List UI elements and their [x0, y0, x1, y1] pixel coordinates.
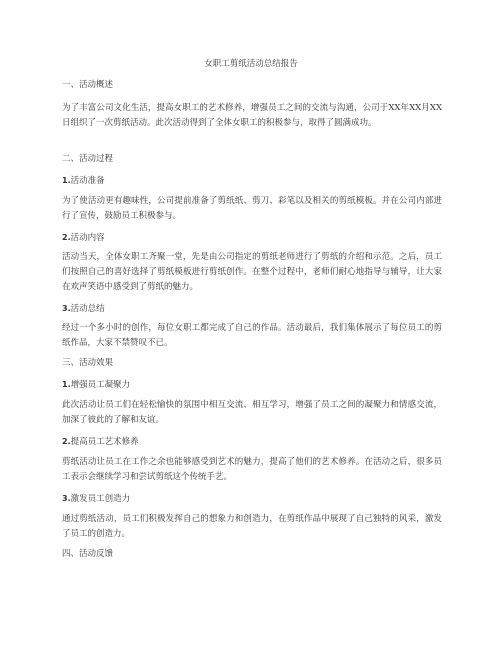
subheading-art-cultivation: [62, 434, 442, 450]
subheading-text: 增强员工凝聚力: [70, 380, 131, 390]
subheading-preparation: [62, 173, 442, 189]
section-heading-overview: 一、活动概述: [62, 80, 114, 90]
subheading-number: 2.: [62, 233, 71, 242]
subheading-number: 1.: [62, 380, 71, 389]
section-heading-process: 二、活动过程: [62, 154, 114, 164]
section-heading-effects: 三、活动效果: [62, 358, 114, 368]
subheading-number: 2.: [62, 437, 71, 446]
paragraph-content: 活动当天，全体女职工齐聚一堂，先是由公司指定的剪纸老师进行了剪纸的介绍和示范。之后，员工们按照自己的喜好选择了剪纸模板进行剪纸创作。在整个过程中，老师们耐心地指导与辅导，让大家在欢声笑语中感受到了剪纸的魅力。: [62, 252, 442, 292]
subheading-summary: [62, 301, 442, 317]
subheading-content: [62, 230, 442, 246]
paragraph-overview: 为了丰富公司文化生活，提高女职工的艺术修养，增强员工之间的交流与沟通，公司于XX年XX月XX日组织了一次剪纸活动。此次活动得到了全体女职工的积极参与，取得了圆满成功。: [62, 103, 442, 128]
paragraph-art-cultivation: 剪纸活动让员工在工作之余也能够感受到艺术的魅力，提高了他们的艺术修养。在活动之后，很多员工表示会继续学习和尝试剪纸这个传统手艺。: [62, 457, 442, 482]
paragraph-summary: 经过一个多小时的创作，每位女职工都完成了自己的作品。活动最后，我们集体展示了每位员工的剪纸作品，大家不禁赞叹不已。: [62, 323, 442, 348]
subheading-text: 活动准备: [70, 176, 105, 186]
paragraph-preparation: 为了使活动更有趣味性，公司提前准备了剪纸纸、剪刀、彩笔以及相关的剪纸模板。并在公司内部进行了宣传，鼓励员工积极参与。: [62, 196, 442, 221]
subheading-cohesion: [62, 377, 442, 393]
subheading-creativity: [62, 491, 442, 507]
subheading-number: 3.: [62, 494, 71, 503]
subheading-number: 1.: [62, 176, 71, 185]
subheading-text: 提高员工艺术修养: [70, 437, 139, 447]
subheading-text: 激发员工创造力: [70, 494, 131, 504]
subheading-text: 活动总结: [70, 304, 105, 314]
paragraph-cohesion: 此次活动让员工们在轻松愉快的氛围中相互交流、相互学习，增强了员工之间的凝聚力和情感交流，加深了彼此的了解和友谊。: [62, 400, 442, 425]
paragraph-creativity: 通过剪纸活动，员工们积极发挥自己的想象力和创造力，在剪纸作品中展现了自己独特的风采，激发了员工的创造力。: [62, 514, 442, 539]
section-heading-feedback: 四、活动反馈: [62, 549, 114, 559]
document-title: 女职工剪纸活动总结报告: [204, 59, 298, 69]
subheading-number: 3.: [62, 304, 71, 313]
subheading-text: 活动内容: [70, 233, 105, 243]
